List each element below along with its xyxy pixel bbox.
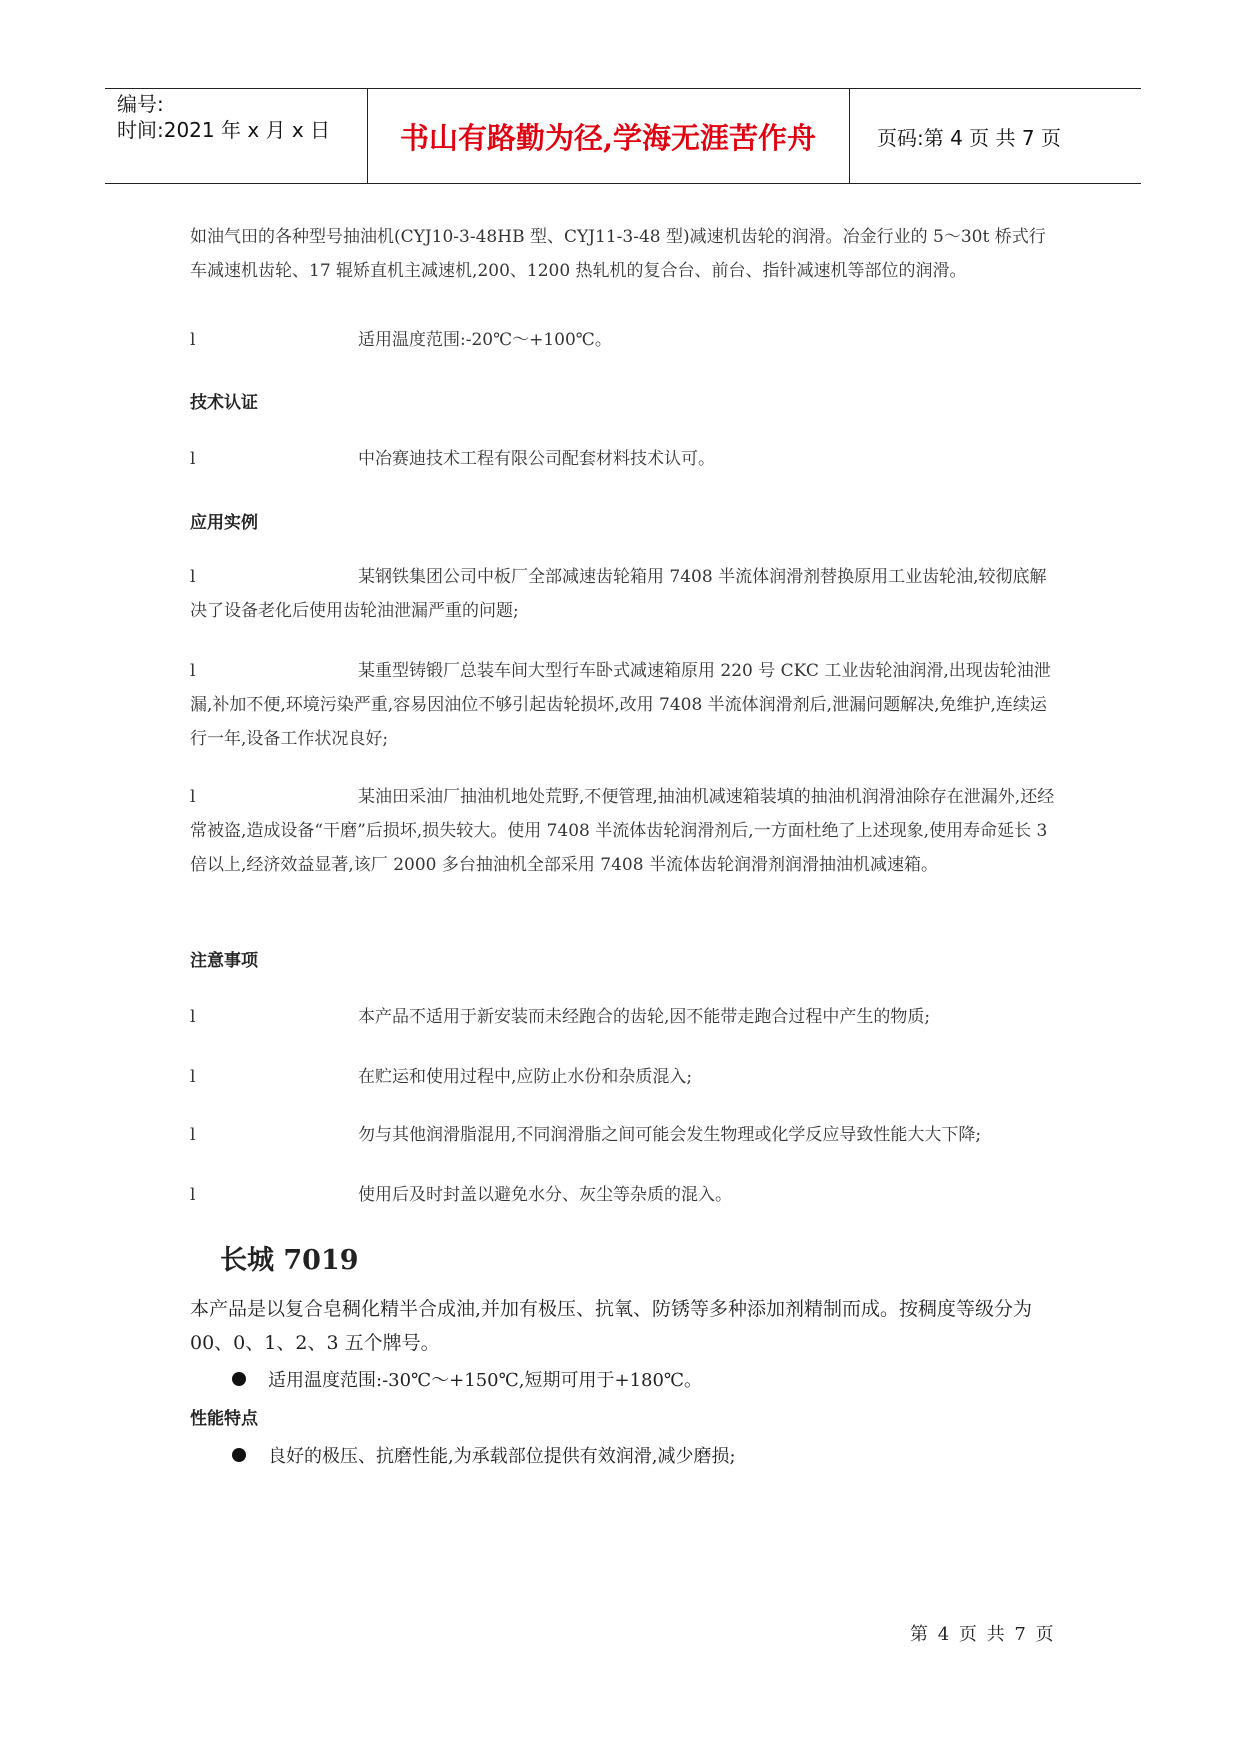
list-item-text: 某重型铸锻厂总装车间大型行车卧式减速箱原用 220 号 CKC 工业齿轮油润滑,出现齿轮油泄漏,补加不便,环境污染严重,容易因油位不够引起齿轮损坏,改用 7408 半流体润滑剂后,泄漏问题解决,免维护,连续运行一年,设备工作状况良好; xyxy=(190,661,1051,749)
list-item xyxy=(190,1178,1060,1212)
list-item xyxy=(190,560,1060,628)
list-marker: l xyxy=(190,787,196,807)
list-item-text: 中冶赛迪技术工程有限公司配套材料技术认可。 xyxy=(358,449,715,469)
bullet-item xyxy=(232,1442,736,1468)
page-footer: 第 4 页 共 7 页 xyxy=(910,1624,1056,1645)
list-item-text: 本产品不适用于新安装而未经跑合的齿轮,因不能带走跑合过程中产生的物质; xyxy=(358,1007,931,1027)
header-page-label: 页码:第 4 页 共 7 页 xyxy=(877,125,1061,150)
list-marker: l xyxy=(190,1185,196,1205)
list-item xyxy=(190,1000,1060,1034)
header-meta xyxy=(117,91,367,143)
section-heading-applications: 应用实例 xyxy=(190,513,258,533)
product-title: 长城 7019 xyxy=(220,1245,359,1276)
product-intro: 本产品是以复合皂稠化精半合成油,并加有极压、抗氧、防锈等多种添加剂精制而成。按稠度等级分为 00、0、1、2、3 五个牌号。 xyxy=(190,1298,1033,1354)
list-marker: l xyxy=(190,1007,196,1027)
serial-number-label: 编号: xyxy=(117,92,164,116)
header-divider xyxy=(849,89,850,183)
list-item-text: 在贮运和使用过程中,应防止水份和杂质混入; xyxy=(358,1067,693,1087)
list-marker: l xyxy=(190,330,196,350)
time-label: 时间:2021 年 x 月 x 日 xyxy=(117,118,331,142)
list-item-text: 某油田采油厂抽油机地处荒野,不便管理,抽油机减速箱装填的抽油机润滑油除存在泄漏外,还经常被盗,造成设备“干磨”后损坏,损失较大。使用 7408 半流体齿轮润滑剂后,一方面杜绝了上述现象,使用寿命延长 3 倍以上,经济效益显著,该厂 2000 多台抽油机全部采用 7408 半流体齿轮润滑剂润滑抽油机减速箱。 xyxy=(190,787,1055,875)
section-heading-performance: 性能特点 xyxy=(190,1409,258,1429)
list-item xyxy=(190,780,1060,882)
list-item-text: 适用温度范围:-20℃～+100℃。 xyxy=(358,330,612,350)
header-motto: 书山有路勤为径,学海无涯苦作舟 xyxy=(399,120,817,155)
list-marker: l xyxy=(190,1067,196,1087)
bullet-text: 良好的极压、抗磨性能,为承载部位提供有效润滑,减少磨损; xyxy=(268,1446,736,1467)
list-item xyxy=(190,654,1060,756)
bullet-item xyxy=(232,1366,702,1392)
list-marker: l xyxy=(190,449,196,469)
page-header xyxy=(105,88,1141,184)
bullet-icon xyxy=(232,1448,246,1462)
section-heading-certification: 技术认证 xyxy=(190,393,258,413)
list-item xyxy=(190,442,1060,476)
section-heading-notes: 注意事项 xyxy=(190,951,258,971)
list-item-text: 使用后及时封盖以避免水分、灰尘等杂质的混入。 xyxy=(358,1185,732,1205)
list-item-text: 勿与其他润滑脂混用,不同润滑脂之间可能会发生物理或化学反应导致性能大大下降; xyxy=(358,1125,982,1145)
bullet-text: 适用温度范围:-30℃～+150℃,短期可用于+180℃。 xyxy=(268,1370,703,1391)
list-marker: l xyxy=(190,567,196,587)
bullet-icon xyxy=(232,1372,246,1386)
list-marker: l xyxy=(190,1125,196,1145)
list-marker: l xyxy=(190,661,196,681)
list-item xyxy=(190,1118,1060,1152)
list-item xyxy=(190,323,1060,357)
list-item xyxy=(190,1060,1060,1094)
list-item-text: 某钢铁集团公司中板厂全部减速齿轮箱用 7408 半流体润滑剂替换原用工业齿轮油,较彻底解决了设备老化后使用齿轮油泄漏严重的问题; xyxy=(190,567,1047,621)
intro-paragraph: 如油气田的各种型号抽油机(CYJ10-3-48HB 型、CYJ11-3-48 型)减速机齿轮的润滑。冶金行业的 5～30t 桥式行车减速机齿轮、17 辊矫直机主减速机,200、1200 热轧机的复合台、前台、指针减速机等部位的润滑。 xyxy=(190,227,1046,281)
